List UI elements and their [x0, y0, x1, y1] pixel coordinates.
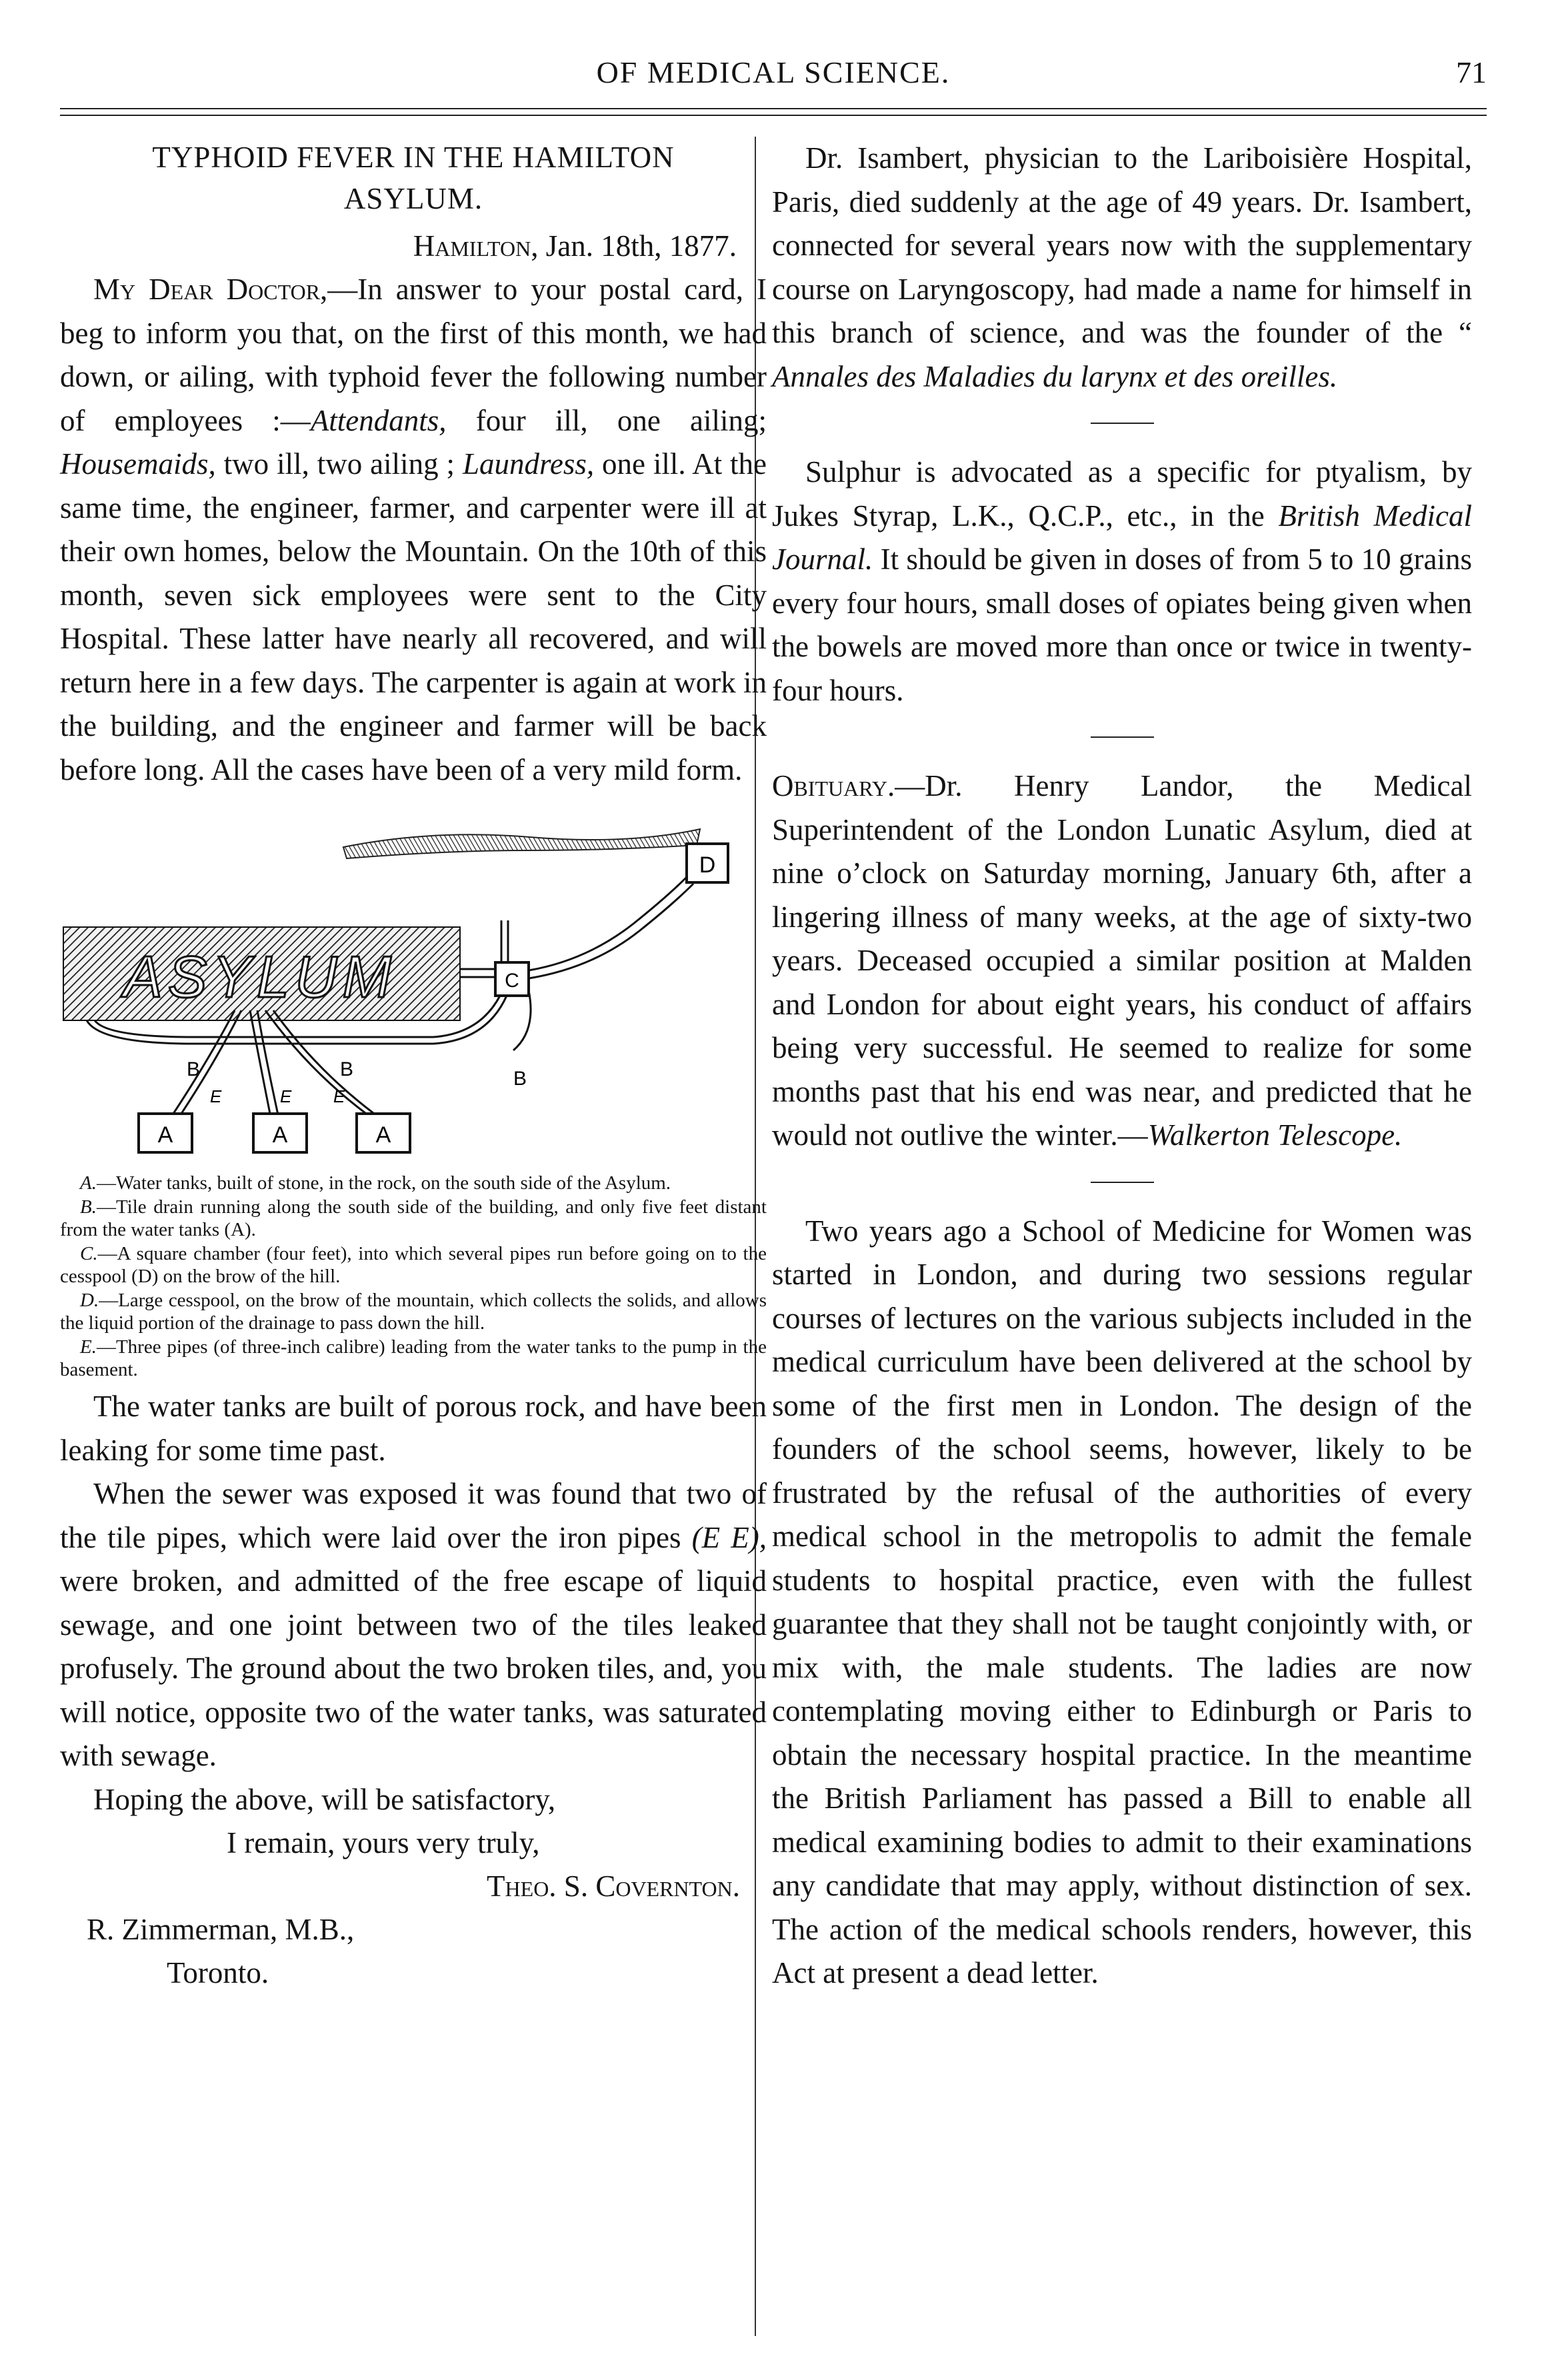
medical-school-notice: Two years ago a School of Medicine for Women was started in London, and during two sessions regular courses of lectures on the various subjects included in the medical curriculum have been delivered at the school by some of the first men in London. The design of the founders of the school seems, however, likely to be frustrated by the refusal of the authorities of every medical school in the metropolis to admit the female students to hospital practice, even with the fullest guarantee that they shall not be taught conjointly with, or mix with, the male students. The ladies are now contemplating moving either to Edinburgh or Paris to obtain the necessary hospital practice. In the meantime the British Parliament has passed a Bill to enable all medical examining bodies to admit to their examinations any candidate that may apply, without distinction of sex. The action of the medical schools renders, however, this Act at present a dead letter. [772, 1214, 1472, 1989]
legend-b [60, 1196, 767, 1241]
hill-brow [343, 829, 700, 858]
salutation: My Dear Doctor, [93, 273, 328, 306]
right-column [772, 137, 1472, 1995]
pipe-e-left-2 [175, 1010, 241, 1124]
drainage-diagram-svg [60, 810, 767, 1164]
obituary-label: Obituary. [772, 769, 895, 802]
section-divider-1 [1091, 423, 1154, 424]
legend-e-text: —Three pipes (of three-inch calibre) leading from the water tanks to the pump in the basement. [60, 1336, 767, 1380]
label-b-left: B [187, 1058, 201, 1080]
dateline [60, 225, 767, 268]
legend-e [60, 1336, 767, 1381]
legend-b-text: —Tile drain running along the south side of the building, and only five feet distant from the water tanks (A). [60, 1196, 767, 1240]
legend-c [60, 1242, 767, 1288]
isambert-journal: Annales des Maladies du larynx et des oreilles. [772, 359, 1338, 393]
letter-paragraph-3 [60, 1472, 767, 1778]
label-e-right: E [333, 1086, 345, 1106]
legend-c-key: C. [80, 1243, 98, 1264]
isambert-text: Dr. Isambert, physician to the Lariboisière Hospital, Paris, died suddenly at the age of 49 years. Dr. Isambert, connected for several years now with the supplementary course on Laryngoscopy, had made a name for himself in this branch of science, and was the founder of the “ [772, 141, 1472, 349]
label-e-middle: E [280, 1086, 292, 1106]
signature: Theo. S. Covernton. [487, 1869, 740, 1903]
legend-d-key: D. [80, 1290, 99, 1311]
label-c: C [505, 970, 519, 992]
letter-paragraph-3-b: were broken, and admitted of the free escape of liquid sewage, and one joint between two of the tiles leaked profusely. The ground about the two broken tiles, and, you will notice, opposite two of the water tanks, was saturated with sewage. [60, 1564, 767, 1772]
letter-paragraph-1 [60, 268, 767, 792]
pipes-ee-ref: (E E), [691, 1520, 767, 1554]
legend-e-key: E. [80, 1336, 97, 1358]
label-b-right: B [513, 1068, 527, 1090]
pipe-e-right-2 [273, 1010, 388, 1124]
label-e-left: E [210, 1086, 222, 1106]
pipe-e-right [265, 1010, 380, 1124]
label-a-right: A [375, 1122, 391, 1148]
legend-a-text: —Water tanks, built of stone, in the rock, on the south side of the Asylum. [96, 1172, 671, 1194]
letter-paragraph-1-a: —In answer to your postal card, I beg to inform you that, on the first of this month, we had down, or ailing, with typhoid fever the following number of employees :— [60, 273, 767, 437]
closing: I remain, yours very truly, [227, 1826, 540, 1859]
running-header [60, 40, 1487, 113]
legend-d [60, 1289, 767, 1334]
article-title-line2: ASYLUM. [343, 182, 483, 215]
letter-paragraph-2: The water tanks are built of porous rock, and have been leaking for some time past. [60, 1390, 767, 1467]
drainage-diagram [60, 810, 767, 1164]
label-b-middle: B [340, 1058, 354, 1080]
obituary-source: Walkerton Telescope. [1147, 1118, 1403, 1152]
header-rule-bottom [60, 115, 1487, 116]
housemaids-label: Housemaids, [60, 447, 216, 481]
asylum-label: ASYLUM [123, 944, 397, 1010]
sulphur-text-b: It should be given in doses of from 5 to 10 grains every four hours, small doses of opiates being given when the bowels are moved more than once or twice in twenty-four hours. [772, 543, 1472, 707]
sulphur-journal: British Medical Journal. [772, 499, 1472, 576]
dateline-place: Hamilton, [413, 229, 539, 263]
article-title-line1: TYPHOID FEVER IN THE HAMILTON [152, 141, 675, 174]
sulphur-notice [772, 451, 1472, 712]
running-title: OF MEDICAL SCIENCE. [596, 55, 951, 89]
sulphur-text-a: Sulphur is advocated as a specific for ptyalism, by Jukes Styrap, L.K., Q.C.P., etc., in the [772, 455, 1472, 533]
left-column [60, 137, 767, 1995]
header-rule-top [60, 108, 1487, 109]
legend-b-key: B. [80, 1196, 97, 1218]
legend-a [60, 1172, 767, 1194]
section-divider-2 [1091, 736, 1154, 738]
legend-d-text: —Large cesspool, on the brow of the mountain, which collects the solids, and allows the liquid portion of the drainage to pass down the hill. [60, 1290, 767, 1334]
obituary-notice [772, 764, 1472, 1158]
label-a-left: A [157, 1122, 173, 1148]
pipe-e-left [167, 1010, 235, 1124]
label-d: D [699, 852, 716, 878]
letter-paragraph-1-b: four ill, one ailing; [446, 403, 767, 437]
attendants-label: Attendants, [310, 403, 447, 437]
figure-legend [60, 1172, 767, 1381]
legend-c-text: —A square chamber (four feet), into which several pipes run before going on to the cesspool (D) on the brow of the hill. [60, 1243, 767, 1287]
article-title [60, 137, 767, 219]
letter-paragraph-1-d: one ill. At the same time, the engineer, farmer, and carpenter were ill at their own homes, below the Mountain. On the 10th of this month, seven sick employees were sent to the City Hospital. These latter have nearly all recovered, and will return here in a few days. The carpenter is again at work in the building, and the engineer and farmer will be back before long. All the cases have been of a very mild form. [60, 447, 767, 786]
label-a-middle: A [272, 1122, 288, 1148]
pipe-c-to-d-outer [529, 877, 687, 970]
letter-paragraph-3-a: When the sewer was exposed it was found that two of the tile pipes, which were laid over the iron pipes [60, 1477, 767, 1554]
addressee: R. Zimmerman, M.B., [87, 1913, 355, 1946]
section-divider-3 [1091, 1182, 1154, 1183]
legend-a-key: A. [80, 1172, 97, 1194]
tile-drain-b-east [513, 990, 531, 1050]
letter-paragraph-1-c: two ill, two ailing ; [215, 447, 463, 481]
letter-paragraph-4: Hoping the above, will be satisfactory, [93, 1782, 556, 1816]
laundress-label: Laundress, [462, 447, 595, 481]
isambert-notice [772, 137, 1472, 399]
obituary-text: —Dr. Henry Landor, the Medical Superintendent of the London Lunatic Asylum, died at nine o’clock on Saturday morning, January 6th, after a lingering illness of many weeks, at the age of sixty-two years. Deceased occupied a similar position at Malden and London for about eight years, his conduct of affairs being very successful. He seemed to realize for some months past that his end was near, and predicted that he would not outlive the winter.— [772, 769, 1472, 1152]
page-number: 71 [1456, 55, 1487, 89]
addressee-city: Toronto. [167, 1956, 269, 1989]
dateline-date: Jan. 18th, 1877. [545, 229, 737, 263]
